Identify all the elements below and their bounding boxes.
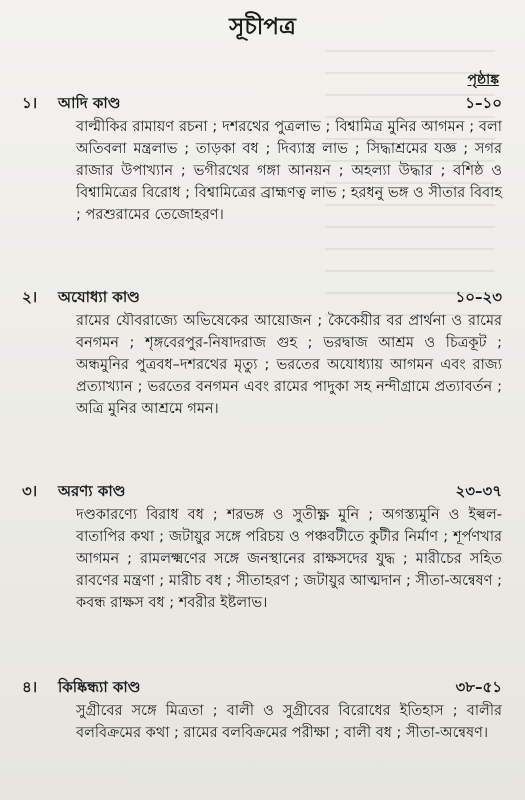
section-name: আদি কাণ্ড — [58, 94, 121, 112]
toc-section — [22, 676, 502, 744]
toc-section-heading — [22, 92, 502, 116]
section-name: অযোধ্যা কাণ্ড — [58, 288, 140, 306]
page-title: সূচীপত্র — [229, 14, 296, 40]
section-page-range: ২৩–৩৭ — [455, 482, 502, 500]
toc-section — [22, 92, 502, 226]
section-page-range: ১০–২৩ — [455, 288, 502, 306]
toc-section-heading — [22, 286, 502, 310]
section-number: ১। — [22, 94, 38, 112]
section-number: ২। — [22, 288, 38, 306]
toc-section — [22, 286, 502, 420]
toc-section-heading — [22, 676, 502, 700]
section-contents: সুগ্রীবের সঙ্গে মিত্রতা ; বালী ও সুগ্রীবের বিরোধের ইতিহাস ; বালীর বলবিক্রমের কথা ; রামের বলবিক্রমের পরীক্ষা ; বালী বধ ; সীতা-অন্বেষণ। — [76, 703, 502, 741]
section-contents: দণ্ডকারণ্যে বিরাধ বধ ; শরভঙ্গ ও সুতীক্ষ্ণ মুনি ; অগস্ত্যমুনি ও ইল্বল-বাতাপির কথা ; জটায়ুর সঙ্গে পরিচয় ও পঞ্চবটীতে কুটীর নির্মাণ ; শূর্পণখার আগমন ; রামলক্ষ্মণের সঙ্গে জনস্থানের রাক্ষসদের যুদ্ধ ; মারীচের সহিত রাবণের মন্ত্রণা ; মারীচ বধ ; সীতাহরণ ; জটায়ুর আত্মদান ; সীতা-অন্বেষণ ; কবন্ধ রাক্ষস বধ ; শবরীর ইষ্টলাভ। — [76, 507, 502, 611]
toc-section-heading — [22, 480, 502, 504]
section-page-range: ১–১০ — [465, 94, 502, 112]
section-name: কিষ্কিন্ধ্যা কাণ্ড — [58, 678, 141, 696]
section-contents: রামের যৌবরাজ্যে অভিষেকের আয়োজন ; কৈকেয়ীর বর প্রার্থনা ও রামের বনগমন ; শৃঙ্গবেরপুর-নিষাদরাজ গুহ ; ভরদ্বাজ আশ্রম ও চিত্রকূট ; অন্ধমুনির পুত্রবধ–দশরথের মৃত্যু ; ভরতের অযোধ্যায় আগমন এবং রাজ্য প্রত্যাখ্যান ; ভরতের বনগমন এবং রামের পাদুকা সহ নন্দীগ্রামে প্রত্যাবর্তন ; অত্রি মুনির আশ্রমে গমন। — [76, 313, 502, 417]
toc-section — [22, 480, 502, 614]
section-name: অরণ্য কাণ্ড — [58, 482, 126, 500]
page-number-column-heading: পৃষ্ঠাঙ্ক — [467, 72, 499, 88]
section-page-range: ৩৮–৫১ — [455, 678, 502, 696]
section-number: ৪। — [22, 678, 38, 696]
section-contents: বাল্মীকির রামায়ণ রচনা ; দশরথের পুত্রলাভ ; বিশ্বামিত্র মুনির আগমন ; বলা অতিবলা মন্ত্রলাভ ; তাড়কা বধ ; দিব্যাস্ত্র লাভ ; সিদ্ধাশ্রমের যজ্ঞ ; সগর রাজার উপাখ্যান ; ভগীরথের গঙ্গা আনয়ন ; অহল্যা উদ্ধার ; বশিষ্ঠ ও বিশ্বামিত্রের বিরোধ ; বিশ্বামিত্রের ব্রাহ্মণত্ব লাভ ; হরধনু ভঙ্গ ও সীতার বিবাহ ; পরশুরামের তেজোহরণ। — [76, 119, 502, 223]
section-number: ৩। — [22, 482, 38, 500]
